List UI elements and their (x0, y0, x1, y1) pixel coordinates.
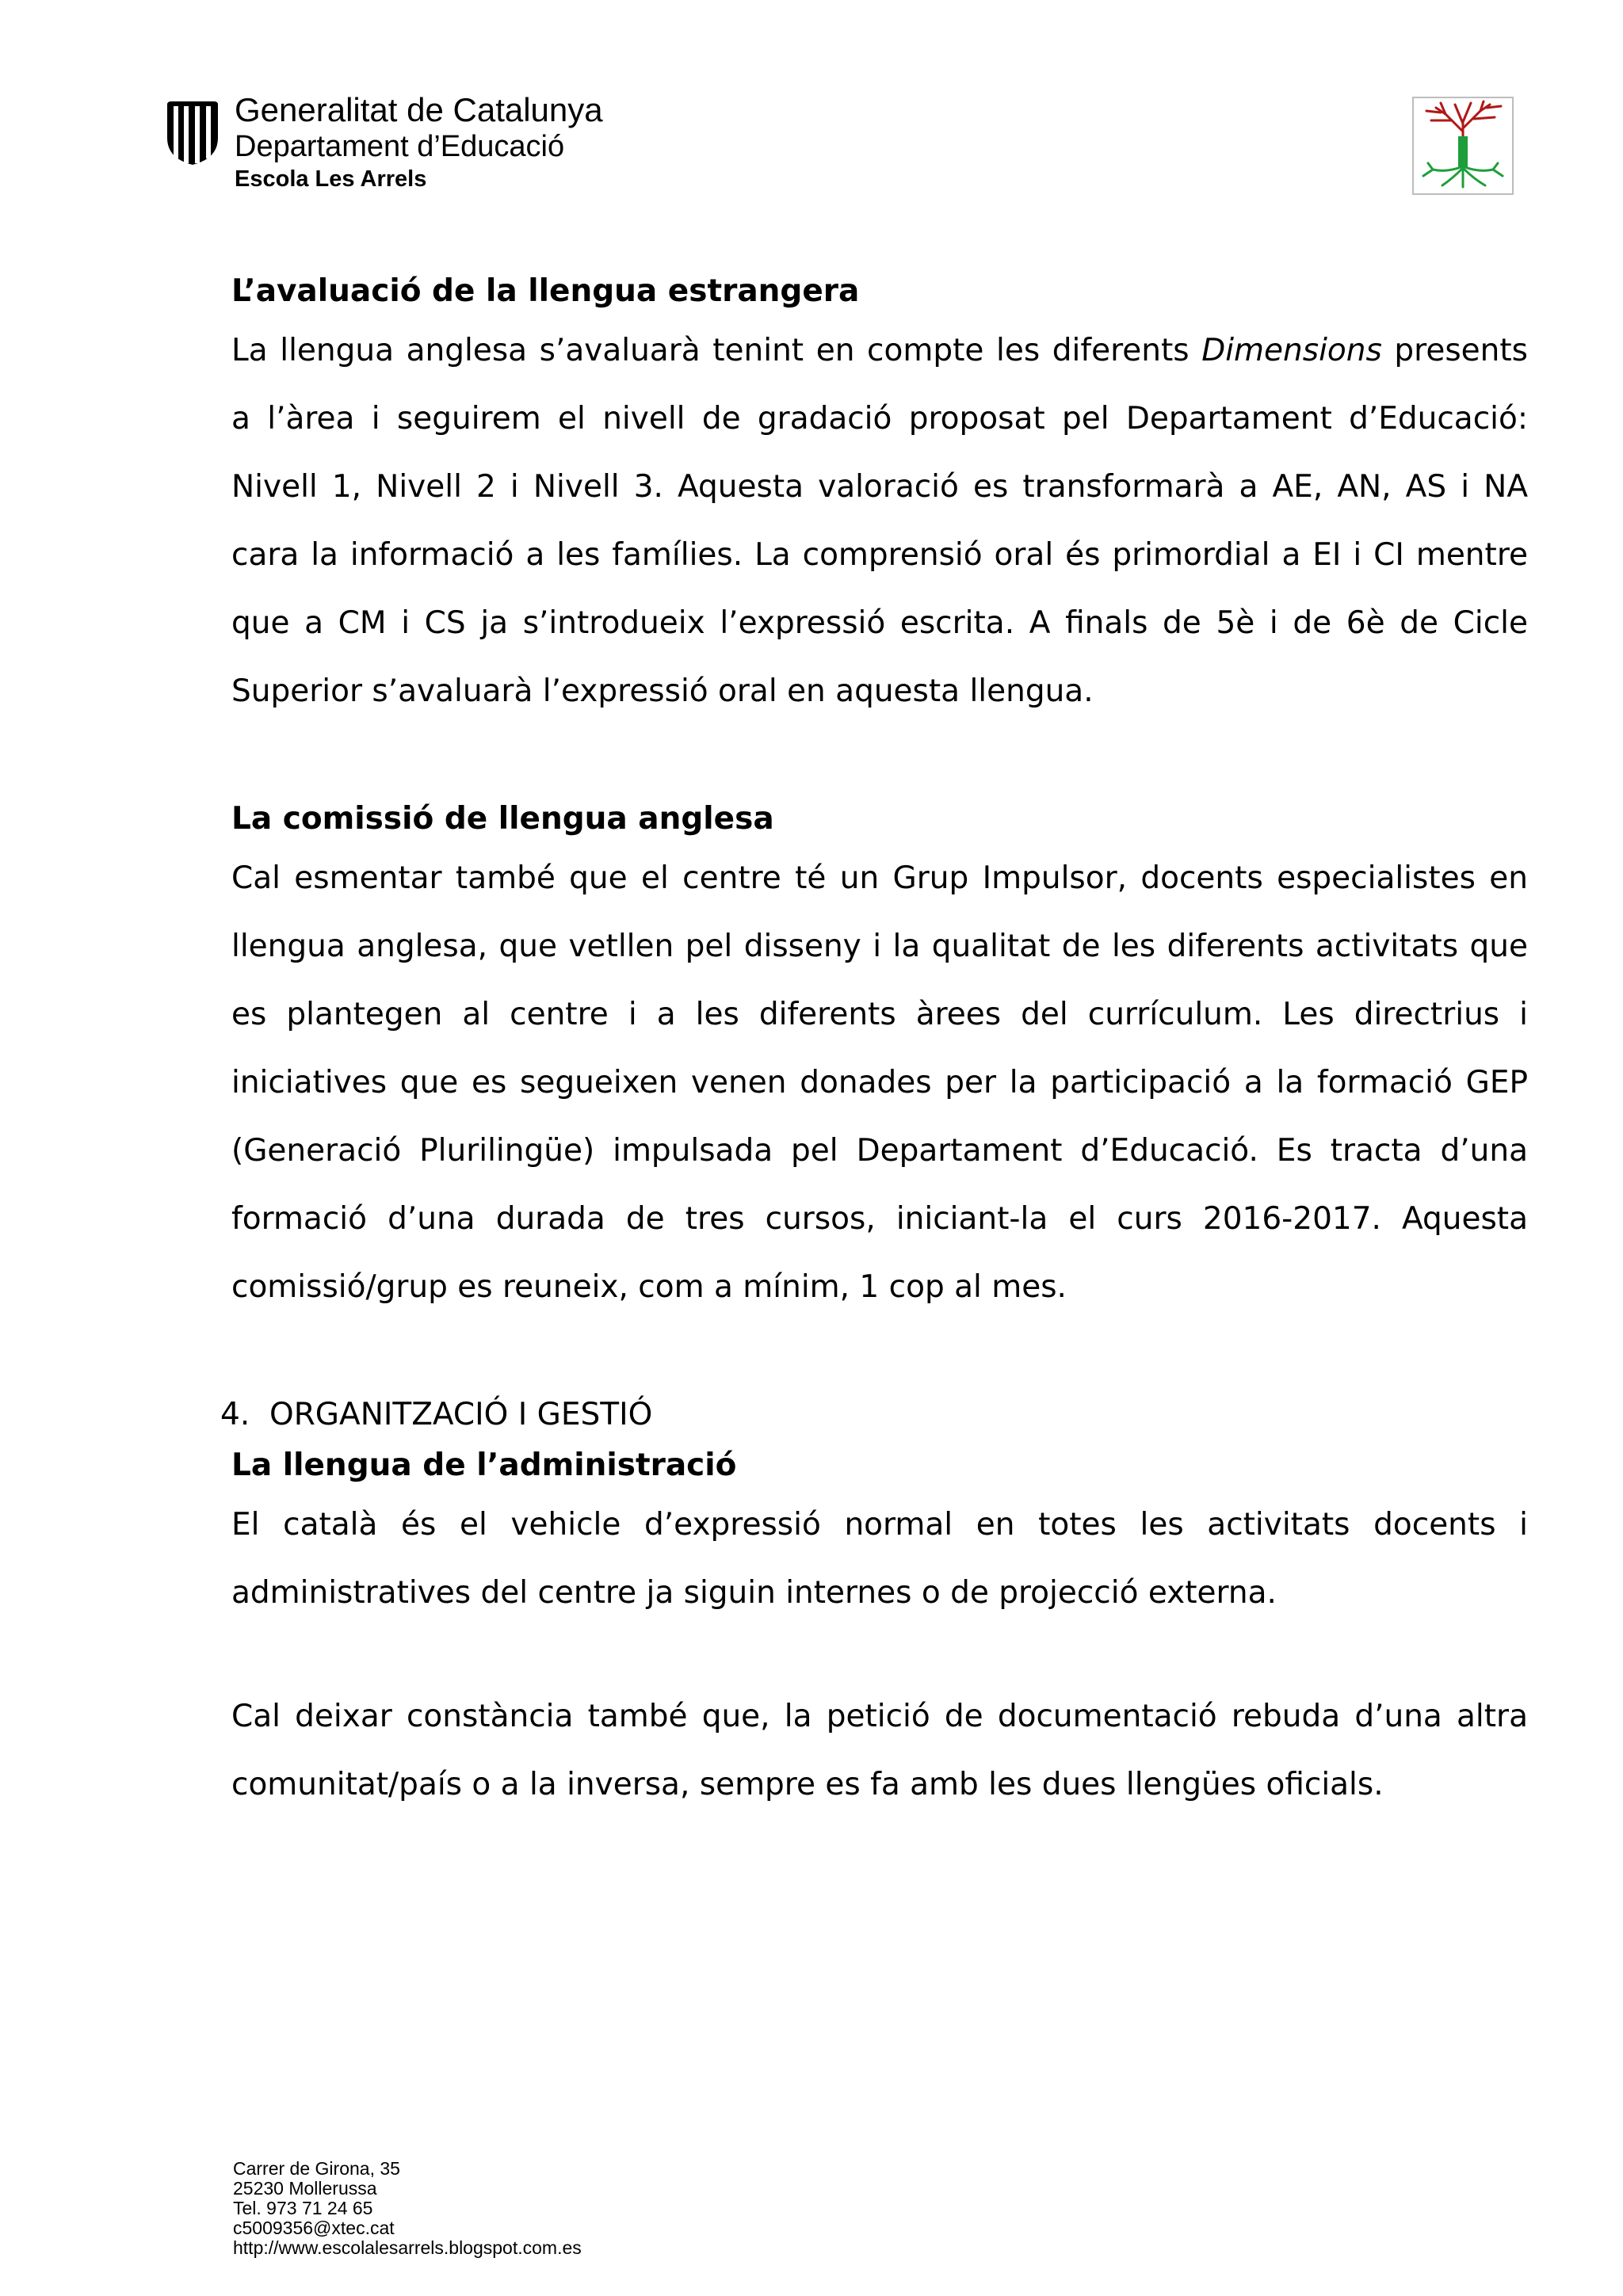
paragraph-administration-1: El català és el vehicle d’expressió normal en totes les activitats docents i administratives del centre ja siguin internes o de projecció externa. (231, 1507, 1528, 1611)
heading-administration-language: La llengua de l’administració (231, 1447, 737, 1483)
school-name: Escola Les Arrels (235, 166, 427, 192)
footer-contact (233, 2159, 582, 2258)
emphasized-term: Dimensions (1201, 333, 1382, 368)
paragraph-text: presents a l’àrea i seguirem el nivell de gradació proposat pel Departament d’Educació: Nivell 1, Nivell 2 i Nivell 3. Aquesta valoració es transformarà a AE, AN, AS i NA cara la informació a les famílies. La comprensió oral és primordial a EI i CI mentre que a CM i CS ja s’introdueix l’expressió escrita. A finals de 5è i de 6è de Cicle Superior s’avaluarà l’expressió oral en aquesta llengua. (231, 333, 1528, 709)
spacer (231, 726, 1528, 794)
footer-email[interactable]: c5009356@xtec.cat (233, 2218, 395, 2238)
document-body (220, 266, 1528, 1819)
generalitat-logo-icon (165, 100, 220, 166)
spacer (231, 1627, 1528, 1683)
footer-address: Carrer de Girona, 35 (233, 2158, 400, 2179)
heading-foreign-language-evaluation: L’avaluació de la llengua estrangera (231, 273, 860, 309)
spacer (231, 1322, 1528, 1390)
paragraph-text: La llengua anglesa s’avaluarà tenint en compte les diferents (231, 333, 1202, 368)
footer-city: 25230 Mollerussa (233, 2178, 377, 2199)
header-text (235, 93, 603, 191)
department-name: Departament d’Educació (235, 130, 565, 163)
section-number: 4. (220, 1397, 250, 1432)
section-title: ORGANITZACIÓ I GESTIÓ (269, 1397, 653, 1432)
heading-english-commission: La comissió de llengua anglesa (231, 801, 774, 837)
footer-website[interactable]: http://www.escolalesarrels.blogspot.com.es (233, 2237, 582, 2258)
paragraph-foreign-language-evaluation (231, 317, 1528, 726)
footer-phone: Tel. 973 71 24 65 (233, 2198, 373, 2218)
org-name: Generalitat de Catalunya (235, 91, 603, 128)
paragraph-administration-2: Cal deixar constància també que, la petició de documentació rebuda d’una altra comunitat/país o a la inversa, sempre es fa amb les dues llengües oficials. (231, 1699, 1528, 1802)
paragraph-english-commission: Cal esmentar també que el centre té un Grup Impulsor, docents especialistes en llengua anglesa, que vetllen pel disseny i la qualitat de les diferents activitats que es plantegen al centre i a les diferents àrees del currículum. Les directrius i iniciatives que es segueixen venen donades per la participació a la formació GEP (Generació Plurilingüe) impulsada pel Departament d’Educació. Es tracta d’una formació d’una durada de tres cursos, iniciant-la el curs 2016-2017. Aquesta comissió/grup es reuneix, com a mínim, 1 cop al mes. (231, 860, 1528, 1305)
section-4-title (220, 1390, 1528, 1440)
school-tree-logo-icon (1412, 97, 1514, 195)
